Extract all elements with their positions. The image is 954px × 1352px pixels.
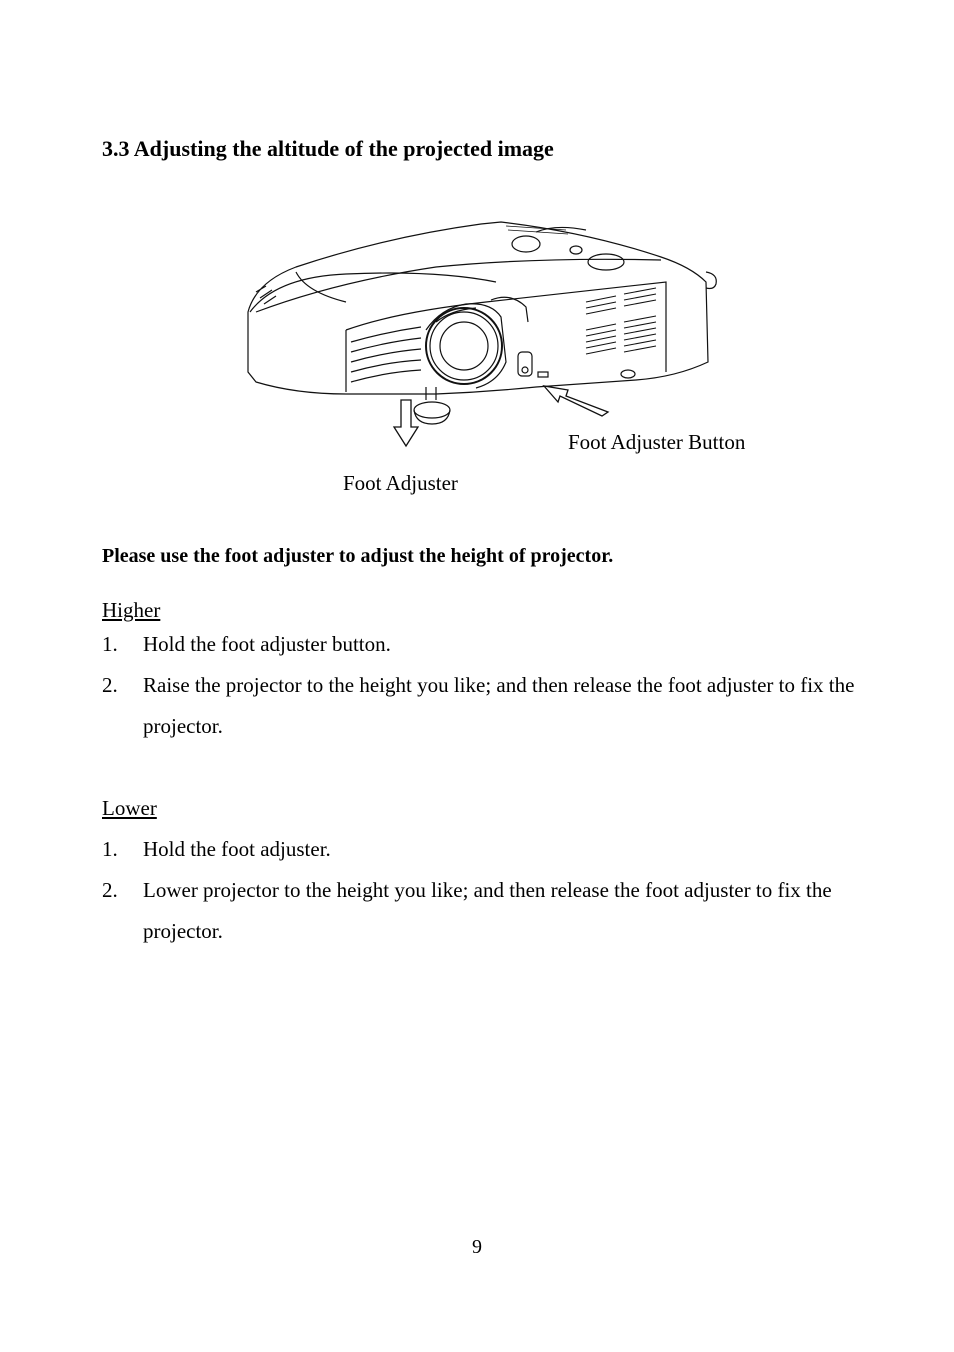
section-heading: 3.3 Adjusting the altitude of the projected image [102, 136, 554, 161]
higher-title: Higher [102, 598, 161, 622]
page-number: 9 [472, 1236, 482, 1258]
lower-step-2-number: 2. [102, 878, 118, 902]
lower-step-1-number: 1. [102, 837, 118, 861]
foot-adjuster-callout: Foot Adjuster [343, 471, 458, 495]
higher-step-1-number: 1. [102, 632, 118, 656]
lower-title: Lower [102, 796, 157, 820]
lower-step-2-text: Lower projector to the height you like; and then release the foot adjuster to fix the projector. [143, 878, 832, 943]
intro-text: Please use the foot adjuster to adjust the height of projector. [102, 545, 614, 567]
higher-step-2-text: Raise the projector to the height you like; and then release the foot adjuster to fix the projector. [143, 673, 855, 738]
higher-step-1-text: Hold the foot adjuster button. [143, 632, 391, 656]
projector-illustration [236, 212, 726, 452]
higher-step-2-number: 2. [102, 673, 118, 697]
lower-step-1-text: Hold the foot adjuster. [143, 837, 331, 861]
foot-adjuster-button-callout: Foot Adjuster Button [568, 430, 746, 454]
